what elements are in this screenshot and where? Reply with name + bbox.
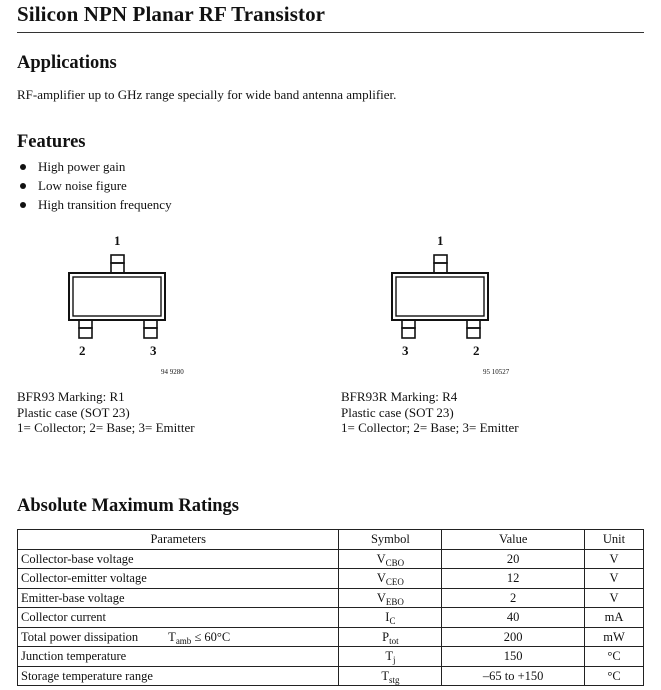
table-row: [18, 569, 644, 589]
symbol-cell: [339, 647, 442, 667]
table-row: [18, 627, 644, 647]
parameter-text: Collector-base voltage: [21, 551, 134, 566]
pin-label: 2: [473, 343, 480, 358]
sot23-package-drawing: [60, 250, 172, 342]
unit-cell: °C: [585, 666, 644, 686]
value-cell: 200: [442, 627, 585, 647]
value-cell: 40: [442, 608, 585, 628]
marking-text: BFR93R Marking: R4: [341, 389, 458, 404]
value-cell: 2: [442, 588, 585, 608]
symbol-cell: [339, 666, 442, 686]
parameter-cell: [18, 569, 339, 589]
parameter-cell: [18, 627, 339, 647]
ratings-table: [17, 529, 644, 686]
symbol-subscript: EBO: [385, 596, 404, 607]
symbol-subscript: tot: [389, 635, 399, 646]
applications-heading: Applications: [17, 53, 117, 73]
unit-cell: °C: [585, 647, 644, 667]
symbol-subscript: j: [392, 655, 396, 666]
symbol-subscript: CEO: [385, 577, 404, 588]
pin-label: 1: [114, 233, 121, 248]
parameter-text: Collector current: [21, 610, 107, 625]
parameter-text: Emitter-base voltage: [21, 590, 125, 605]
sot23-package-drawing: [383, 250, 495, 342]
table-row: [18, 608, 644, 628]
symbol-cell: [339, 569, 442, 589]
pin-label: 3: [150, 343, 157, 358]
pinout-text: 1= Collector; 2= Base; 3= Emitter: [17, 420, 195, 435]
symbol-text: V: [376, 590, 386, 605]
pinout-text: 1= Collector; 2= Base; 3= Emitter: [341, 420, 519, 435]
value-cell: 150: [442, 647, 585, 667]
symbol-cell: [339, 627, 442, 647]
table-row: [18, 647, 644, 667]
symbol-subscript: stg: [388, 674, 400, 685]
parameter-cell: [18, 666, 339, 686]
parameter-cell: [18, 549, 339, 569]
list-item: [17, 176, 172, 195]
parameter-cell: [18, 588, 339, 608]
symbol-cell: [339, 588, 442, 608]
parameter-text: Collector-emitter voltage: [21, 571, 147, 586]
unit-cell: mA: [585, 608, 644, 628]
feature-text: High transition frequency: [38, 197, 172, 212]
parameter-text: Total power dissipation: [21, 629, 139, 644]
package-caption: [341, 389, 519, 436]
symbol-text: T: [385, 649, 393, 664]
list-item: [17, 195, 172, 214]
case-text: Plastic case (SOT 23): [17, 404, 130, 420]
page-title: Silicon NPN Planar RF Transistor: [17, 2, 326, 26]
parameter-text: Storage temperature range: [21, 668, 153, 683]
applications-text: RF-amplifier up to GHz range specially for wide band antenna amplifier.: [17, 87, 397, 102]
symbol-subscript: C: [389, 616, 396, 627]
value-cell: –65 to +150: [442, 666, 585, 686]
feature-text: Low noise figure: [38, 178, 127, 193]
parameter-text: Junction temperature: [21, 649, 127, 664]
bullet-icon: [20, 183, 26, 189]
column-header: Symbol: [339, 530, 442, 550]
symbol-subscript: CBO: [385, 557, 405, 568]
unit-cell: mW: [585, 627, 644, 647]
feature-text: High power gain: [38, 159, 126, 174]
column-header: Value: [442, 530, 585, 550]
parameter-cell: [18, 608, 339, 628]
column-header: Parameters: [18, 530, 339, 550]
symbol-cell: [339, 549, 442, 569]
figure-number: 95 10527: [483, 368, 510, 376]
figure-number: 94 9280: [161, 368, 184, 376]
list-item: [17, 157, 172, 176]
bullet-icon: [20, 164, 26, 170]
ratings-heading: Absolute Maximum Ratings: [17, 496, 240, 516]
column-header: Unit: [585, 530, 644, 550]
symbol-text: P: [382, 629, 390, 644]
table-row: [18, 666, 644, 686]
table-row: [18, 549, 644, 569]
symbol-text: V: [376, 551, 386, 566]
symbol-text: V: [376, 571, 386, 586]
features-heading: Features: [17, 132, 86, 152]
symbol-text: I: [385, 610, 390, 625]
parameter-cell: [18, 647, 339, 667]
unit-cell: V: [585, 549, 644, 569]
case-text: Plastic case (SOT 23): [341, 404, 454, 420]
features-list: [17, 157, 172, 214]
value-cell: 12: [442, 569, 585, 589]
symbol-cell: [339, 608, 442, 628]
pin-label: 2: [79, 343, 86, 358]
table-header-row: [18, 530, 644, 550]
condition-subscript: amb: [175, 635, 192, 646]
package-caption: [17, 389, 195, 436]
pin-label: 3: [402, 343, 409, 358]
table-row: [18, 588, 644, 608]
condition-text: [168, 630, 230, 644]
condition-value: ≤ 60°C: [191, 629, 231, 644]
symbol-text: T: [381, 668, 389, 683]
value-cell: 20: [442, 549, 585, 569]
marking-text: BFR93 Marking: R1: [17, 389, 125, 404]
unit-cell: V: [585, 569, 644, 589]
bullet-icon: [20, 202, 26, 208]
pin-label: 1: [437, 233, 444, 248]
title-divider: [17, 32, 644, 33]
unit-cell: V: [585, 588, 644, 608]
condition-symbol: T: [168, 629, 176, 644]
